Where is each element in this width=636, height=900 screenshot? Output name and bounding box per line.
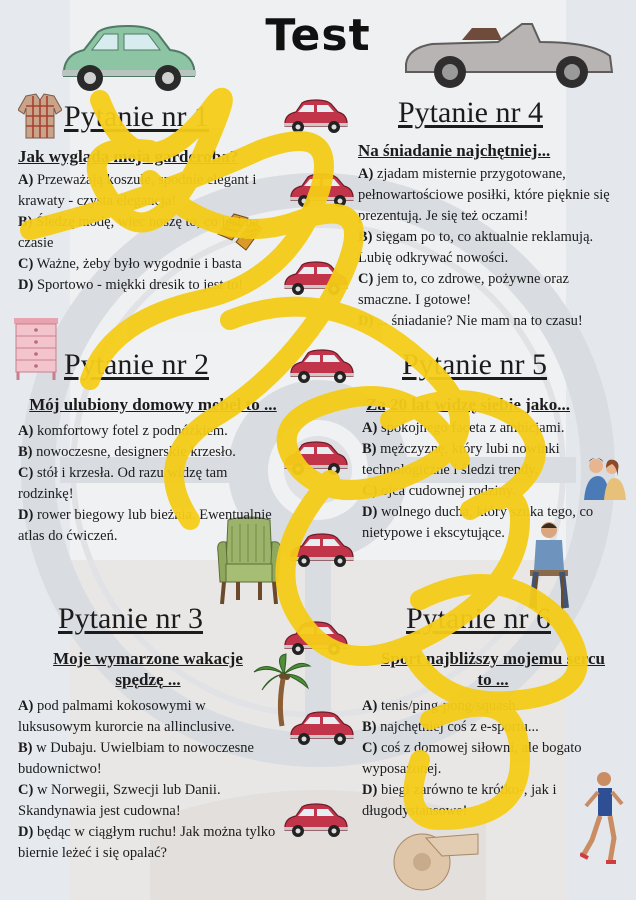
question-1-heading: Pytanie nr 1 — [64, 100, 209, 133]
question-5 — [362, 348, 620, 544]
answer-1a: A) Przeważają koszule, spodnie elegant i krawaty - czysta elegancja! — [18, 172, 257, 209]
answer-4b: B) sięgam po to, co aktualnie reklamują. Lubię odkrywać nowości. — [358, 229, 594, 266]
red-vintage-car-icon — [288, 530, 356, 577]
whistle-icon — [386, 824, 482, 894]
question-5-text: Za 20 lat widzę siebie jako... — [366, 395, 570, 414]
question-6 — [362, 602, 624, 822]
answer-4d: D) ... śniadanie? Nie mam na to czasu! — [358, 313, 583, 329]
question-4-heading: Pytanie nr 4 — [398, 96, 543, 129]
answer-2b: B) nowoczesne, designerskie krzesło. — [18, 444, 236, 460]
answer-1c: C) Ważne, żeby było wygodnie i basta — [18, 256, 242, 272]
red-vintage-car-icon — [282, 618, 350, 665]
answer-2c: C) stół i krzesła. Od razu widzę tam rodzinkę! — [18, 465, 228, 502]
question-4-text: Na śniadanie najchętniej... — [358, 141, 551, 160]
question-6-heading: Pytanie nr 6 — [406, 602, 551, 635]
red-vintage-car-icon — [282, 438, 350, 485]
question-1 — [18, 100, 280, 296]
answer-3a: A) pod palmami kokosowymi w luksusowym kurorcie na allinclusive. — [18, 698, 235, 735]
answer-5c: C) ojca cudownej rodziny. — [362, 483, 516, 499]
question-4 — [358, 96, 620, 332]
red-vintage-car-icon — [288, 346, 356, 393]
question-2-text: Mój ulubiony domowy mebel to ... — [29, 395, 277, 414]
answer-2a: A) komfortowy fotel z podnóżkiem. — [18, 423, 228, 439]
red-vintage-car-icon — [288, 170, 356, 217]
page-title: Test — [265, 10, 371, 61]
question-1-text: Jak wygląda moja garderoba? — [18, 147, 239, 166]
red-vintage-car-icon — [282, 258, 350, 305]
red-vintage-car-icon — [282, 96, 350, 143]
answer-3b: B) w Dubaju. Uwielbiam to nowoczesne budownictwo! — [18, 740, 254, 777]
question-2 — [18, 348, 280, 547]
answer-1b: B) Śledzę modę, wiec noszę to, co jest na czasie — [18, 214, 259, 251]
question-6-text: Sport najbliższy mojemu sercu to ... — [381, 649, 605, 689]
answer-6b: B) najchętniej coś z e-sportu... — [362, 719, 539, 735]
answer-6d: D) biegi zarówno te krótko-, jak i długodystansowe! — [362, 782, 557, 819]
answer-5d: D) wolnego ducha, który szuka tego, co nietypowe i ekscytujące. — [362, 504, 594, 541]
question-3 — [18, 602, 278, 864]
red-vintage-car-icon — [288, 708, 356, 755]
answer-4a: A) zjadam misternie przygotowane, pełnowartościowe posiłki, które pięknie się prezentują. Je się też oczami! — [358, 166, 610, 224]
answer-6c: C) coś z domowej siłowni, ale bogato wyposażonej. — [362, 740, 582, 777]
answer-5b: B) mężczyznę, który lubi nowinki technologiczne i śledzi trendy. — [362, 441, 560, 478]
question-3-heading: Pytanie nr 3 — [58, 602, 203, 635]
red-vintage-car-icon — [282, 800, 350, 847]
question-3-text: Moje wymarzone wakacje spędzę ... — [53, 649, 243, 689]
answer-2d: D) rower biegowy lub bieżnia. Ewentualnie atlas do ćwiczeń. — [18, 507, 272, 544]
answer-3c: C) w Norwegii, Szwecji lub Danii. Skandynawia jest cudowna! — [18, 782, 221, 819]
answer-4c: C) jem to, co zdrowe, pożywne oraz smaczne. I gotowe! — [358, 271, 569, 308]
question-5-heading: Pytanie nr 5 — [402, 348, 547, 381]
answer-3d: D) będąc w ciągłym ruchu! Jak można tylko biernie leżeć i się opalać? — [18, 824, 276, 861]
answer-5a: A) spokojnego faceta z ambicjami. — [362, 420, 565, 436]
answer-6a: A) tenis/ping-pong/squash. — [362, 698, 520, 714]
answer-1d: D) Sportowo - miękki dresik to jest to! — [18, 277, 244, 293]
question-2-heading: Pytanie nr 2 — [64, 348, 209, 381]
